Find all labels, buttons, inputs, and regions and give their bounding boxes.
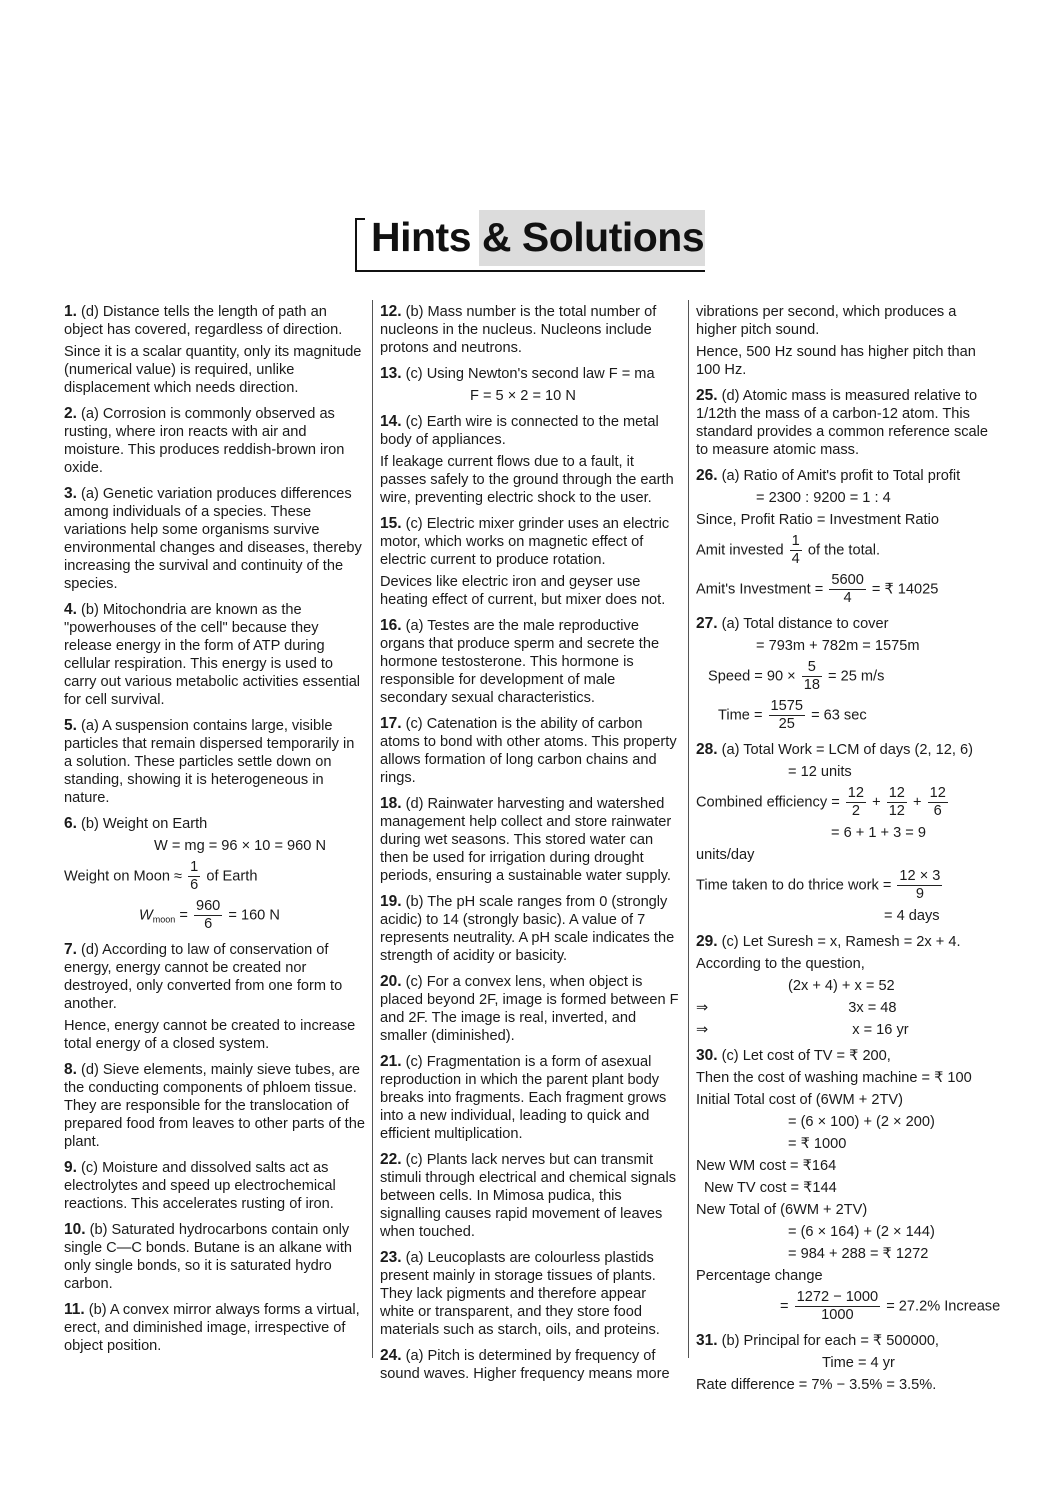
- numerator: 5600: [831, 572, 864, 588]
- numerator: 12 × 3: [899, 868, 941, 884]
- plus-sign: +: [872, 794, 881, 811]
- answer-text: (a) Genetic variation produces differences among individuals of a species. These variations help some organisms survive environmental changes and diseases, thereby increasing the survival and continuity of the species.: [64, 486, 362, 592]
- answer-text: New WM cost = ₹164: [696, 1158, 837, 1174]
- title-underline: [355, 270, 705, 272]
- answer-21: [380, 1053, 680, 1143]
- equation: [696, 659, 1000, 694]
- equation-text: 3x = 48: [848, 1000, 897, 1016]
- denominator: 25: [778, 716, 795, 732]
- answer-text: (a) Total Work = LCM of days (2, 12, 6): [721, 742, 973, 758]
- equation-text: = ₹ 14025: [871, 581, 939, 598]
- equation: = 4 days: [884, 908, 940, 924]
- answer-text: (c) Using Newton's second law F = ma: [405, 366, 655, 382]
- question-number: 16.: [380, 617, 402, 634]
- fraction: [769, 698, 805, 733]
- column-divider: [688, 300, 689, 1358]
- answer-text: (d) Rainwater harvesting and watershed management help collect and store rainwater during wet seasons. This stored water can then be used for irrigation during drought periods, ensuring a sustainable water supply.: [380, 796, 672, 884]
- answer-text: (c) Earth wire is connected to the metal body of appliances.: [380, 414, 659, 448]
- answer-12: [380, 303, 680, 357]
- denominator: 9: [915, 886, 924, 902]
- answer-text: (b) Mass number is the total number of nucleons in the nucleus. Nucleons include protons and neutrons.: [380, 304, 657, 356]
- answer-text: (a) Leucoplasts are colourless plastids present mainly in storage tissues of plants. They lack pigments and therefore appear white or transparent, and they store food materials such as starch, oils, and proteins.: [380, 1250, 660, 1338]
- answer-text: Devices like electric iron and geyser use heating effect of current, but mixer does not.: [380, 574, 666, 608]
- equation-text: Speed = 90 ×: [708, 668, 796, 685]
- answer-text: (b) A convex mirror always forms a virtual, erect, and diminished image, irrespective of object position.: [64, 1302, 360, 1354]
- answer-19: [380, 893, 680, 965]
- denominator: 2: [851, 803, 860, 819]
- question-number: 3.: [64, 485, 77, 502]
- answer-7: [64, 941, 366, 1053]
- equation: = 12 units: [788, 764, 852, 780]
- equation: Time = 4 yr: [822, 1355, 895, 1371]
- answer-25: [696, 387, 1000, 459]
- answer-8: [64, 1061, 366, 1151]
- question-number: 2.: [64, 405, 77, 422]
- answer-text: (b) The pH scale ranges from 0 (strongly acidic) to 14 (strongly basic). A value of 7 represents neutrality. A pH scale indicates the strength of acidity or basicity.: [380, 894, 675, 964]
- question-number: 5.: [64, 717, 77, 734]
- equation-text: Weight on Moon ≈: [64, 868, 183, 885]
- equation: = 2300 : 9200 = 1 : 4: [756, 490, 891, 506]
- numerator: 1: [190, 859, 199, 875]
- fraction: [829, 572, 865, 607]
- question-number: 28.: [696, 741, 718, 758]
- answer-5: [64, 717, 366, 807]
- answer-3: [64, 485, 366, 593]
- denominator: 18: [803, 677, 820, 693]
- answer-text: vibrations per second, which produces a higher pitch sound.: [696, 304, 957, 338]
- fraction: [795, 1289, 881, 1324]
- equals-sign: =: [179, 907, 188, 924]
- fraction: [928, 785, 948, 820]
- answer-6: [64, 815, 366, 933]
- numerator: 12: [929, 785, 946, 801]
- equation-text: Time =: [718, 707, 763, 724]
- numerator: 1: [791, 533, 800, 549]
- answer-2: [64, 405, 366, 477]
- equation: [696, 999, 1000, 1017]
- variable: W: [139, 907, 153, 924]
- answer-16: [380, 617, 680, 707]
- equation: [696, 698, 1000, 733]
- answer-text: Percentage change: [696, 1268, 823, 1284]
- question-number: 22.: [380, 1151, 402, 1168]
- answer-text: Hence, 500 Hz sound has higher pitch than 100 Hz.: [696, 344, 976, 378]
- answer-4: [64, 601, 366, 709]
- fraction: [897, 868, 942, 903]
- denominator: 12: [888, 803, 905, 819]
- question-number: 1.: [64, 303, 77, 320]
- fraction: [846, 785, 866, 820]
- denominator: 1000: [821, 1307, 854, 1323]
- equation-text: x = 16 yr: [852, 1022, 909, 1038]
- question-number: 24.: [380, 1347, 402, 1364]
- numerator: 1575: [770, 698, 803, 714]
- answer-text: (a) Testes are the male reproductive organs that produce sperm and secrete the hormone testosterone. This hormone is responsible for development of male secondary sexual characteristics.: [380, 618, 660, 706]
- question-number: 12.: [380, 303, 402, 320]
- equation-text: Amit invested: [696, 542, 784, 559]
- answer-27: [696, 615, 1000, 733]
- answer-text: According to the question,: [696, 956, 865, 972]
- answer-text: (c) Let cost of TV = ₹ 200,: [721, 1048, 891, 1064]
- page-title: Hints & Solutions: [371, 214, 705, 260]
- answer-text: (b) Saturated hydrocarbons contain only single C—C bonds. Butane is an alkane with only single bonds, so it is saturated hydro carbon.: [64, 1222, 352, 1292]
- numerator: 12: [888, 785, 905, 801]
- question-number: 14.: [380, 413, 402, 430]
- equation: (2x + 4) + x = 52: [788, 978, 895, 994]
- answer-text: Then the cost of washing machine = ₹ 100: [696, 1070, 972, 1086]
- question-number: 25.: [696, 387, 718, 404]
- title-bracket: [355, 218, 357, 272]
- denominator: 4: [791, 551, 800, 567]
- question-number: 19.: [380, 893, 402, 910]
- denominator: 6: [190, 877, 199, 893]
- answer-9: [64, 1159, 366, 1213]
- numerator: 12: [847, 785, 865, 801]
- question-number: 10.: [64, 1221, 86, 1238]
- answer-text: New Total of (6WM + 2TV): [696, 1202, 868, 1218]
- equation-text: = 63 sec: [811, 707, 867, 724]
- fraction: [887, 785, 907, 820]
- equation: [696, 1021, 1000, 1039]
- equation: [696, 868, 1000, 903]
- implies-arrow: ⇒: [696, 1022, 709, 1038]
- answer-1: [64, 303, 366, 397]
- equation-text: of the total.: [807, 542, 881, 559]
- question-number: 17.: [380, 715, 402, 732]
- answer-text: Hence, energy cannot be created to increase total energy of a closed system.: [64, 1018, 356, 1052]
- equation: = (6 × 100) + (2 × 200): [788, 1114, 935, 1130]
- denominator: 6: [933, 803, 942, 819]
- answer-30: [696, 1047, 1000, 1324]
- answer-text: (b) Weight on Earth: [81, 816, 208, 832]
- question-number: 13.: [380, 365, 402, 382]
- equals-sign: =: [780, 1298, 789, 1315]
- answer-text: (a) Ratio of Amit's profit to Total profit: [721, 468, 961, 484]
- question-number: 7.: [64, 941, 77, 958]
- equation: [696, 1289, 1000, 1324]
- fraction: [194, 898, 222, 933]
- answer-text: (a) Corrosion is commonly observed as rusting, where iron reacts with air and moisture. This produces reddish-brown iron oxide.: [64, 406, 345, 476]
- numerator: 5: [802, 659, 822, 677]
- question-number: 23.: [380, 1249, 402, 1266]
- equation: [64, 859, 366, 894]
- fraction: [802, 659, 822, 694]
- equation: = (6 × 164) + (2 × 144): [788, 1224, 935, 1240]
- answer-text: Since it is a scalar quantity, only its magnitude (numerical value) is required, unlike displacement which needs direction.: [64, 344, 362, 396]
- equation: [696, 572, 1000, 607]
- title-bracket-top: [355, 218, 365, 220]
- subscript: moon: [152, 914, 176, 925]
- equation-text: = 160 N: [228, 907, 280, 924]
- answer-20: [380, 973, 680, 1045]
- denominator: 6: [204, 916, 213, 932]
- column-1: [64, 303, 366, 1363]
- answer-text: (a) Pitch is determined by frequency of sound waves. Higher frequency means more: [380, 1348, 670, 1382]
- column-3: [696, 303, 1000, 1402]
- answer-text: (a) A suspension contains large, visible particles that remain dispersed temporarily in a solution. These particles settle down on standing, showing it is heterogeneous in nature.: [64, 718, 355, 806]
- question-number: 27.: [696, 615, 718, 632]
- fraction: [188, 859, 200, 894]
- answer-text: (b) Mitochondria are known as the "powerhouses of the cell" because they release energy in the form of ATP during cellular respiration. This energy is used to carry out various metabolic activities essential for cell survival.: [64, 602, 361, 708]
- answer-text: (d) According to law of conservation of energy, energy cannot be created nor destroyed, only converted from one form to another.: [64, 942, 343, 1012]
- answer-text: (d) Distance tells the length of path an object has covered, regardless of direction.: [64, 304, 343, 338]
- answer-10: [64, 1221, 366, 1293]
- answer-23: [380, 1249, 680, 1339]
- answer-14: [380, 413, 680, 507]
- numerator: 960: [195, 898, 221, 914]
- equation: = ₹ 1000: [788, 1136, 847, 1152]
- question-number: 31.: [696, 1332, 718, 1349]
- answer-text: (c) Electric mixer grinder uses an electric motor, which works on magnetic effect of electric current to produce rotation.: [380, 516, 670, 568]
- equation: = 6 + 1 + 3 = 9: [831, 825, 926, 841]
- plus-sign: +: [912, 794, 922, 811]
- page-header: [355, 210, 707, 270]
- answer-text: Since, Profit Ratio = Investment Ratio: [696, 512, 939, 528]
- question-number: 21.: [380, 1053, 402, 1070]
- question-number: 18.: [380, 795, 402, 812]
- equation: F = 5 × 2 = 10 N: [470, 388, 576, 404]
- answer-28: [696, 741, 1000, 925]
- equation-text: Time taken to do thrice work =: [696, 877, 892, 894]
- answer-24: [380, 1347, 680, 1383]
- equation: = 984 + 288 = ₹ 1272: [788, 1246, 929, 1262]
- question-number: 29.: [696, 933, 718, 950]
- answer-text: (c) Fragmentation is a form of asexual reproduction in which the parent plant body breaks into fragments. Each fragment grows into a new individual, leading to quick and efficient multiplication.: [380, 1054, 667, 1142]
- answer-24-continued: [696, 303, 1000, 379]
- answer-text: New TV cost = ₹144: [704, 1180, 837, 1196]
- column-divider: [372, 300, 373, 1358]
- answer-text: (d) Sieve elements, mainly sieve tubes, are the conducting components of phloem tissue. They are responsible for the translocation of prepared food from leaves to other parts of the plant.: [64, 1062, 365, 1150]
- equation-text: = 25 m/s: [828, 668, 885, 685]
- equation-text: Combined efficiency =: [696, 794, 840, 811]
- question-number: 6.: [64, 815, 77, 832]
- answer-text: (a) Total distance to cover: [721, 616, 889, 632]
- answer-text: (c) Moisture and dissolved salts act as electrolytes and speed up electrochemical reactions. This accelerates rusting of iron.: [64, 1160, 336, 1212]
- equation-text: = 27.2% Increase: [886, 1298, 1001, 1315]
- question-number: 30.: [696, 1047, 718, 1064]
- answer-text: (c) Plants lack nerves but can transmit stimuli through electrical and chemical signals between cells. In Mimosa pudica, this signalling causes rapid movement of leaves when touched.: [380, 1152, 677, 1240]
- equation-text: of Earth: [206, 868, 258, 885]
- answer-text: (c) Catenation is the ability of carbon atoms to bond with other atoms. This property allows formation of long carbon chains and rings.: [380, 716, 677, 786]
- answer-text: If leakage current flows due to a fault, it passes safely to the ground through the earth wire, preventing electric shock to the user.: [380, 454, 674, 506]
- answer-22: [380, 1151, 680, 1241]
- answer-13: [380, 365, 680, 405]
- answer-text: (c) Let Suresh = x, Ramesh = 2x + 4.: [721, 934, 961, 950]
- answer-17: [380, 715, 680, 787]
- equation: = 793m + 782m = 1575m: [756, 638, 920, 654]
- equation: [696, 785, 1000, 820]
- answer-11: [64, 1301, 366, 1355]
- denominator: 4: [843, 590, 852, 606]
- fraction: [790, 533, 802, 568]
- answer-text: Initial Total cost of (6WM + 2TV): [696, 1092, 903, 1108]
- answer-15: [380, 515, 680, 609]
- answer-text: (d) Atomic mass is measured relative to 1/12th the mass of a carbon-12 atom. This standard provides a common reference scale to measure atomic mass.: [696, 388, 989, 458]
- implies-arrow: ⇒: [696, 1000, 709, 1016]
- question-number: 11.: [64, 1301, 85, 1318]
- column-2: [380, 303, 680, 1391]
- equation-text: Amit's Investment =: [696, 581, 824, 598]
- answer-text: (b) Principal for each = ₹ 500000,: [721, 1333, 939, 1349]
- answer-29: [696, 933, 1000, 1039]
- answer-text: units/day: [696, 847, 755, 863]
- answer-18: [380, 795, 680, 885]
- answer-31: [696, 1332, 1000, 1394]
- question-number: 20.: [380, 973, 402, 990]
- answer-26: [696, 467, 1000, 607]
- equation: [64, 898, 366, 933]
- equation: [696, 533, 1000, 568]
- question-number: 9.: [64, 1159, 77, 1176]
- equation: W = mg = 96 × 10 = 960 N: [154, 838, 326, 854]
- question-number: 8.: [64, 1061, 77, 1078]
- question-number: 26.: [696, 467, 718, 484]
- answer-text: (c) For a convex lens, when object is placed beyond 2F, image is formed between F and 2F. The image is real, inverted, and smaller (diminished).: [380, 974, 679, 1044]
- numerator: 1272 − 1000: [796, 1289, 879, 1305]
- question-number: 4.: [64, 601, 77, 618]
- question-number: 15.: [380, 515, 402, 532]
- answer-text: Rate difference = 7% − 3.5% = 3.5%.: [696, 1377, 937, 1393]
